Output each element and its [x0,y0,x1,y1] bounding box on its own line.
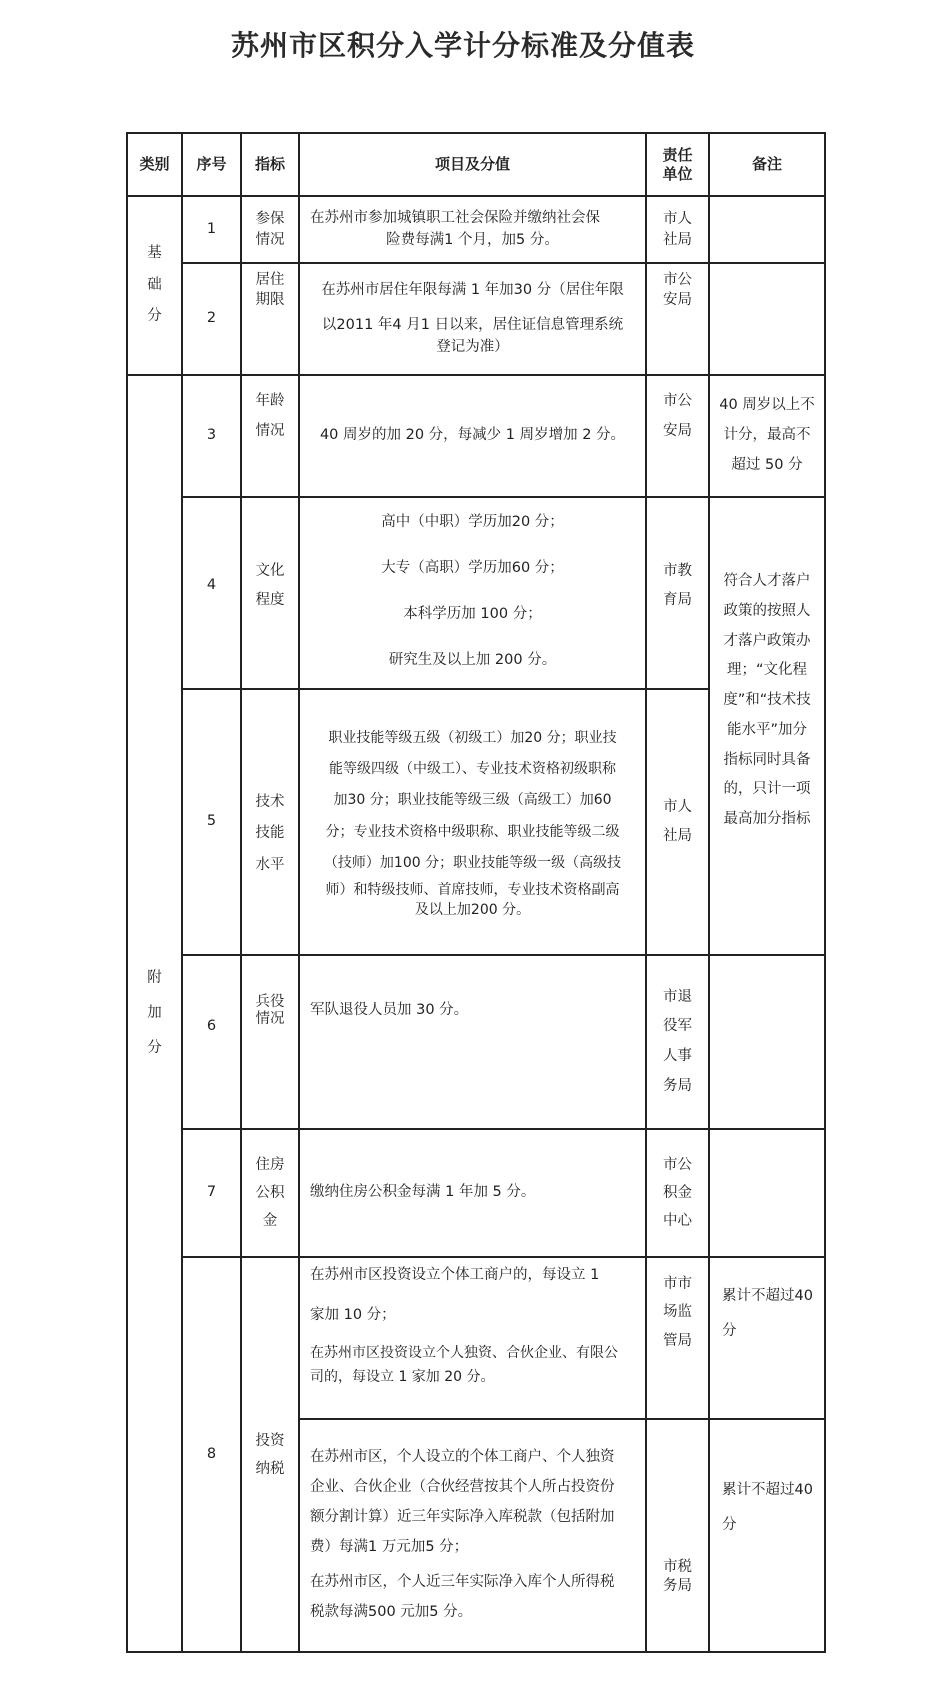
unit-line: 场监 [663,1304,692,1321]
item-line: 师）和特级技师、首席技师，专业技术资格副高 [325,881,620,898]
row-items: 缴纳住房公积金每满 1 年加 5 分。 [310,1184,536,1201]
header-seq: 序号 [196,155,227,174]
item-line: 企业、合伙企业（合伙经营按其个人所占投资份 [310,1479,615,1496]
row-items [300,690,645,954]
item-line: 在苏州市区投资设立个体工商户的，每设立 1 [310,1267,600,1283]
unit-line: 市退 [663,988,692,1005]
row-seq: 8 [206,1445,217,1462]
row-seq: 7 [206,1184,217,1201]
row-remark [710,376,824,496]
row-unit [647,264,708,374]
unit-line: 市公 [663,1156,692,1173]
row-unit [647,690,708,954]
item-line: 险费每满1 个月，加5 分。 [386,231,559,248]
unit-line: 安局 [663,292,692,309]
indicator-line: 参保 [255,211,285,228]
item-line: 司的，每设立 1 家加 20 分。 [310,1368,495,1385]
row-unit [647,376,708,496]
row-remark [710,1258,824,1418]
remark-line: 分 [722,1516,737,1533]
header-remark: 备注 [751,155,782,174]
item-line: 及以上加200 分。 [414,902,531,919]
remark-line: 符合人才落户 [723,573,811,590]
item-line: 职业技能等级五级（初级工）加20 分；职业技 [328,730,617,747]
unit-line: 人事 [663,1048,692,1064]
row-items [300,197,645,262]
row-seq: 5 [206,813,217,830]
unit-line: 安局 [663,423,692,440]
item-line: 高中（中职）学历加20 分； [381,514,564,531]
indicator-line: 技术 [255,794,285,811]
unit-line: 市公 [663,393,692,409]
row-unit [647,1420,708,1651]
row-indicator [242,1130,298,1256]
indicator-line: 程度 [255,592,285,608]
row-unit [647,956,708,1128]
table-border-bottom [126,1651,826,1653]
indicator-line: 文化 [255,563,285,579]
item-line: 额分割计算）近三年实际净入库税款（包括附加 [310,1508,615,1525]
row-seq: 3 [206,427,217,444]
unit-line: 积金 [663,1184,692,1201]
unit-line: 市公 [663,272,692,288]
remark-line: 能水平”加分 [726,721,807,738]
row-indicator [242,690,298,954]
row-items [300,1420,645,1651]
row-seq: 1 [206,220,217,237]
unit-line: 役军 [663,1018,692,1035]
group-char: 础 [147,276,162,293]
group-char: 分 [147,1039,162,1056]
item-line: 在苏州市参加城镇职工社会保险并缴纳社会保 [310,210,600,227]
item-line: 在苏州市区，个人设立的个体工商户、个人独资 [310,1449,615,1466]
unit-line: 市教 [663,563,692,579]
group-basic [128,197,181,374]
item-line: 大专（高职）学历加60 分； [381,560,564,577]
page-title: 苏州市区积分入学计分标准及分值表 [230,29,695,62]
unit-line: 务局 [663,1577,692,1594]
remark-line: 累计不超过40 [722,1288,813,1304]
unit-line: 务局 [663,1077,692,1094]
header-indicator: 指标 [254,155,285,174]
row-indicator [242,264,298,374]
remark-line: 政策的按照人 [723,602,811,619]
unit-line: 市市 [663,1276,692,1292]
group-char: 分 [147,308,162,325]
header-unit-line: 责任 [662,145,693,164]
header-items: 项目及分值 [434,155,510,174]
remark-line: 理；“文化程 [726,662,807,679]
table-border-right [824,132,826,1653]
indicator-line: 公积 [255,1184,285,1201]
row-unit [647,197,708,262]
item-line: 研究生及以上加 200 分。 [388,652,557,669]
row-indicator [242,1258,298,1651]
row-unit [647,498,708,688]
remark-line: 最高加分指标 [723,811,811,828]
row-unit [647,1130,708,1256]
indicator-line: 水平 [255,856,285,873]
row-items: 军队退役人员加 30 分。 [310,1002,469,1018]
indicator-line: 兵役 [255,994,285,1010]
item-line: 能等级四级（中级工）、专业技术资格初级职称 [329,761,616,778]
indicator-line: 情况 [255,1010,285,1027]
item-line: 家加 10 分； [310,1306,396,1323]
row-remark [710,1420,824,1651]
item-line: 在苏州市区投资设立个人独资、合伙企业、有限公 [310,1344,618,1361]
row-seq: 2 [206,310,217,327]
indicator-line: 期限 [255,292,285,309]
row-items: 40 周岁的加 20 分，每减少 1 周岁增加 2 分。 [319,427,626,444]
unit-line: 社局 [663,231,692,248]
remark-line: 度”和“技术技 [723,692,811,709]
unit-line: 社局 [663,828,692,844]
indicator-line: 情况 [255,231,285,248]
item-line: 税款每满500 元加5 分。 [310,1603,473,1620]
indicator-line: 投资 [255,1433,285,1449]
unit-line: 管局 [663,1332,692,1349]
item-line: 分；专业技术资格中级职称、职业技能等级二级 [325,823,620,840]
remark-line: 累计不超过40 [722,1482,813,1498]
unit-line: 中心 [663,1213,692,1230]
remark-line: 计分，最高不 [723,427,811,444]
item-line: 费）每满1 万元加5 分； [310,1538,469,1555]
group-char: 加 [147,1005,162,1022]
header-unit-line: 单位 [662,164,693,183]
row-seq: 6 [206,1018,217,1035]
unit-line: 市税 [663,1559,692,1575]
group-char: 基 [147,244,162,261]
remark-line: 才落户政策办 [723,632,811,649]
row-indicator [242,197,298,262]
row-indicator [242,376,298,496]
item-line: 本科学历加 100 分； [403,606,542,623]
group-extra [128,376,181,1651]
remark-line: 分 [722,1322,737,1339]
indicator-line: 技能 [255,825,285,842]
remark-line: 40 周岁以上不 [719,397,815,414]
item-line: 加30 分；职业技能等级三级（高级工）加60 [333,792,612,809]
item-line: （技师）加100 分；职业技能等级一级（高级技 [323,854,622,871]
remark-line: 的，只计一项 [723,781,811,798]
row-items [300,498,645,688]
remark-line: 指标同时具备 [723,751,811,768]
item-line: 登记为准） [436,339,509,356]
indicator-line: 情况 [255,423,285,440]
item-line: 在苏州市区，个人近三年实际净入库个人所得税 [310,1574,615,1591]
unit-line: 市人 [663,211,692,228]
indicator-line: 年龄 [255,393,285,409]
remark-line: 超过 50 分 [731,456,803,473]
indicator-line: 金 [262,1213,278,1230]
group-char: 附 [147,970,162,987]
row-unit [647,1258,708,1418]
indicator-line: 纳税 [255,1460,285,1477]
item-line: 在苏州市居住年限每满 1 年加30 分（居住年限 [321,282,624,299]
row-seq: 4 [206,577,217,594]
row-items [300,1258,645,1418]
indicator-line: 居住 [255,272,285,288]
header-unit [647,134,708,195]
row-items [300,264,645,374]
row-indicator [242,956,298,1128]
indicator-line: 住房 [255,1156,285,1173]
unit-line: 市人 [663,799,692,815]
row-remark [710,498,824,954]
header-category: 类别 [139,155,170,174]
row-indicator [242,498,298,688]
unit-line: 育局 [663,592,692,608]
item-line: 以2011 年4 月1 日以来，居住证信息管理系统 [321,316,624,333]
